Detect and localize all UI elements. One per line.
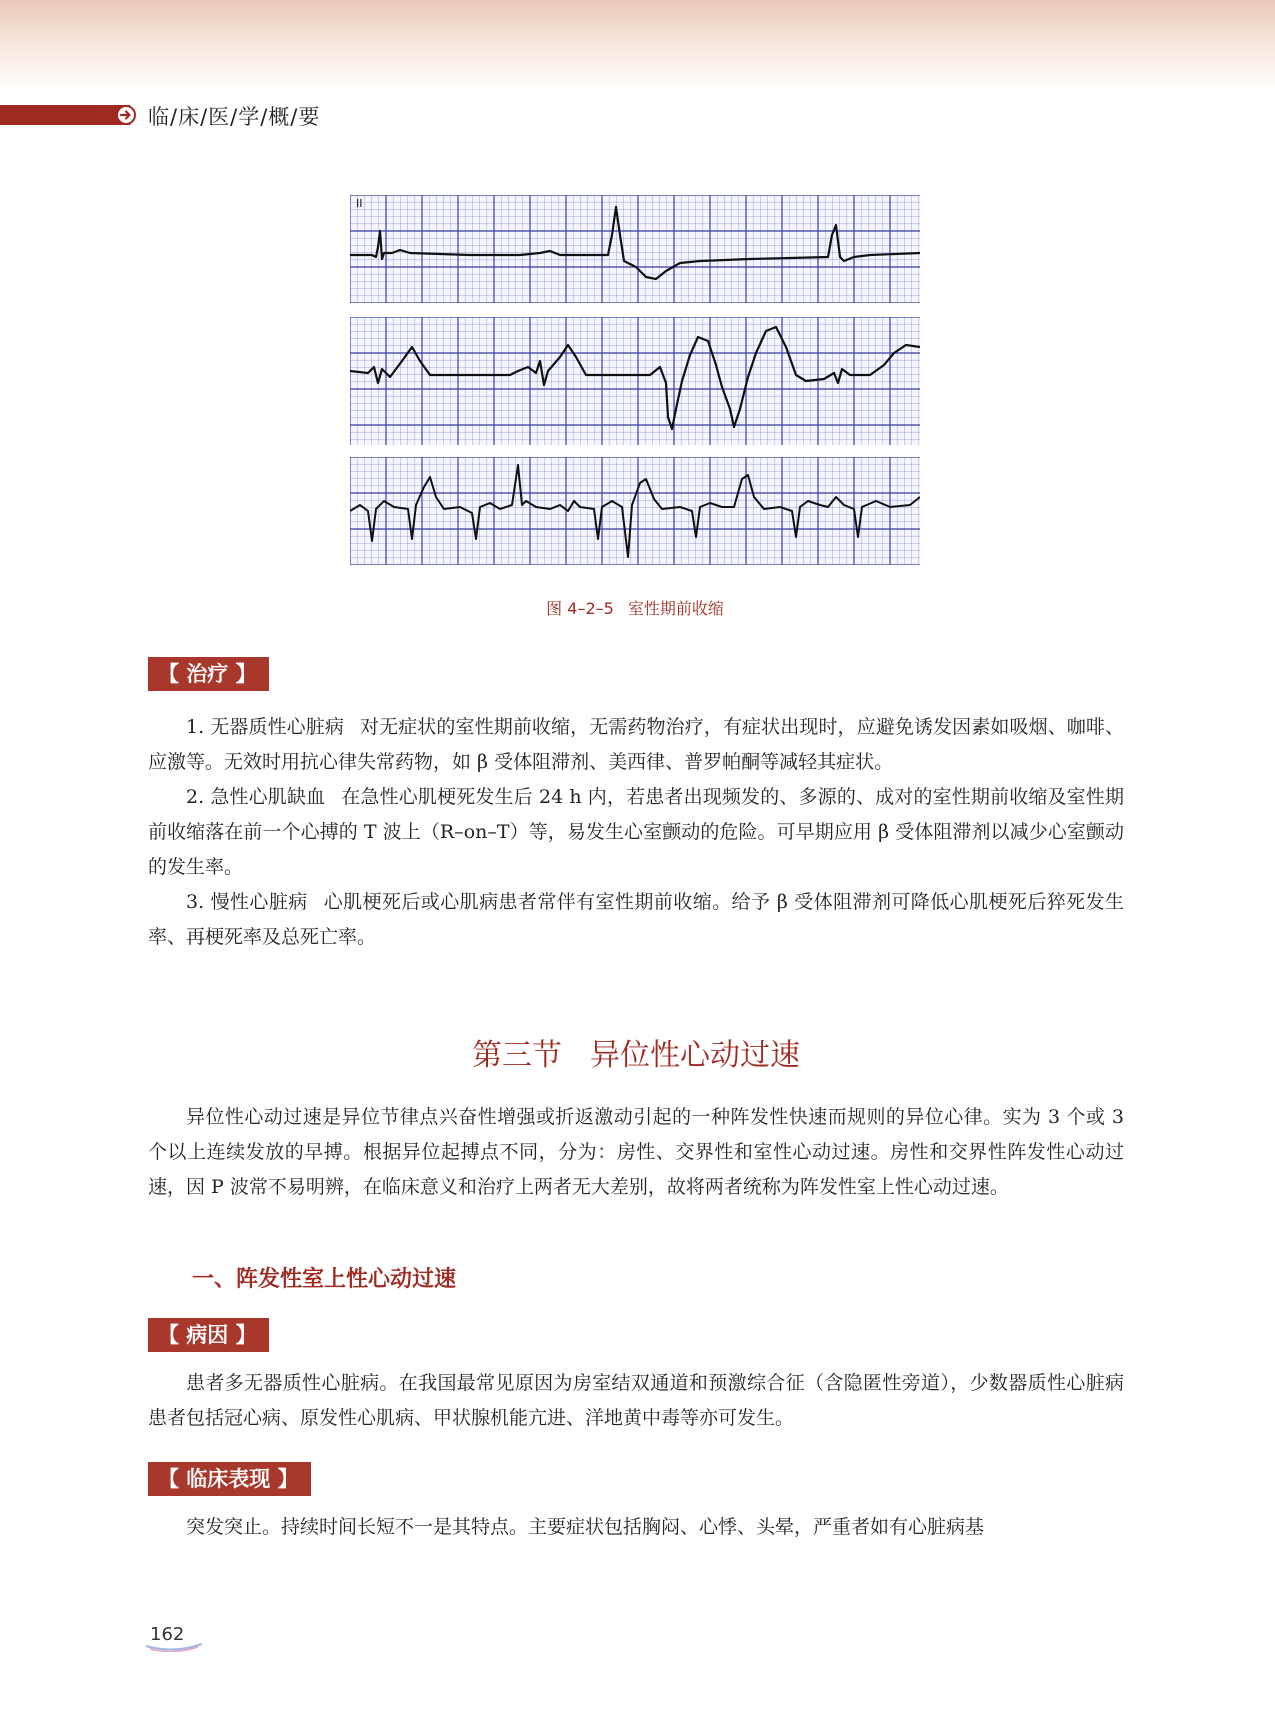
page-swoosh-icon <box>144 1640 204 1652</box>
treatment-item-1 <box>148 710 1124 780</box>
treatment-item-2-head: 2. 急性心肌缺血 <box>186 786 326 808</box>
etiology-tag: 【 病因 】 <box>148 1318 269 1352</box>
clinical-paragraph: 突发突止。持续时间长短不一是其特点。主要症状包括胸闷、心悸、头晕，严重者如有心脏病基 <box>186 1516 985 1538</box>
ecg-strip-3 <box>350 457 920 565</box>
treatment-tag: 【 治疗 】 <box>148 657 269 691</box>
treatment-item-1-body: 对无症状的室性期前收缩，无需药物治疗，有症状出现时，应避免诱发因素如吸烟、咖啡、应激等。无效时用抗心律失常药物，如 β 受体阻滞剂、美西律、普罗帕酮等减轻其症状。 <box>148 716 1124 773</box>
treatment-item-3-body: 心肌梗死后或心肌病患者常伴有室性期前收缩。给予 β 受体阻滞剂可降低心肌梗死后猝死发生率、再梗死率及总死亡率。 <box>148 891 1124 948</box>
figure-caption-number: 图 4–2–5 <box>546 599 614 618</box>
ecg-strip-2-bg <box>350 317 920 445</box>
section-title <box>148 1030 1124 1074</box>
section-name: 异位性心动过速 <box>590 1038 800 1073</box>
section-number: 第三节 <box>472 1038 562 1073</box>
treatment-item-3 <box>148 885 1124 955</box>
book-title: 临/床/医/学/概/要 <box>148 105 321 129</box>
arrow-right-glyph <box>120 109 132 121</box>
etiology-paragraph: 患者多无器质性心脏病。在我国最常见原因为房室结双通道和预激综合征（含隐匿性旁道），少数器质性心脏病患者包括冠心病、原发性心肌病、甲状腺机能亢进、洋地黄中毒等亦可发生。 <box>148 1372 1124 1429</box>
figure-caption <box>350 596 920 619</box>
clinical-text <box>148 1510 1124 1545</box>
clinical-tag: 【 临床表现 】 <box>148 1462 311 1496</box>
ecg-lead-label: II <box>356 197 363 210</box>
section-intro-paragraph: 异位性心动过速是异位节律点兴奋性增强或折返激动引起的一种阵发性快速而规则的异位心律。实为 3 个或 3 个以上连续发放的早搏。根据异位起搏点不同，分为：房性、交界性和室性心动过速。房性和交界性阵发性心动过速，因 P 波常不易明辨，在临床意义和治疗上两者无大差别，故将两者统称为阵发性室上性心动过速。 <box>148 1106 1124 1198</box>
subsection-title: 一、阵发性室上性心动过速 <box>192 1267 457 1292</box>
treatment-text <box>148 710 1124 955</box>
ecg-strip-2 <box>350 317 920 445</box>
ecg-strip-3-bg <box>350 457 920 565</box>
page-number: 162 <box>150 1624 185 1645</box>
treatment-item-2-body: 在急性心肌梗死发生后 24 h 内，若患者出现频发的、多源的、成对的室性期前收缩及室性期前收缩落在前一个心搏的 T 波上（R–on–T）等，易发生心室颤动的危险。可早期应用 β 受体阻滞剂以减少心室颤动的发生率。 <box>148 786 1124 878</box>
figure-caption-title: 室性期前收缩 <box>627 599 724 618</box>
treatment-item-2 <box>148 780 1124 885</box>
header-accent-bar <box>0 105 130 125</box>
treatment-item-3-head: 3. 慢性心脏病 <box>186 891 308 913</box>
arrow-right-icon <box>116 105 136 125</box>
ecg-strip-1 <box>350 195 920 303</box>
treatment-item-1-head: 1. 无器质性心脏病 <box>186 716 344 738</box>
top-decorative-band <box>0 0 1275 90</box>
etiology-text <box>148 1366 1124 1436</box>
section-intro <box>148 1100 1124 1205</box>
ecg-strip-1-bg <box>350 195 920 303</box>
